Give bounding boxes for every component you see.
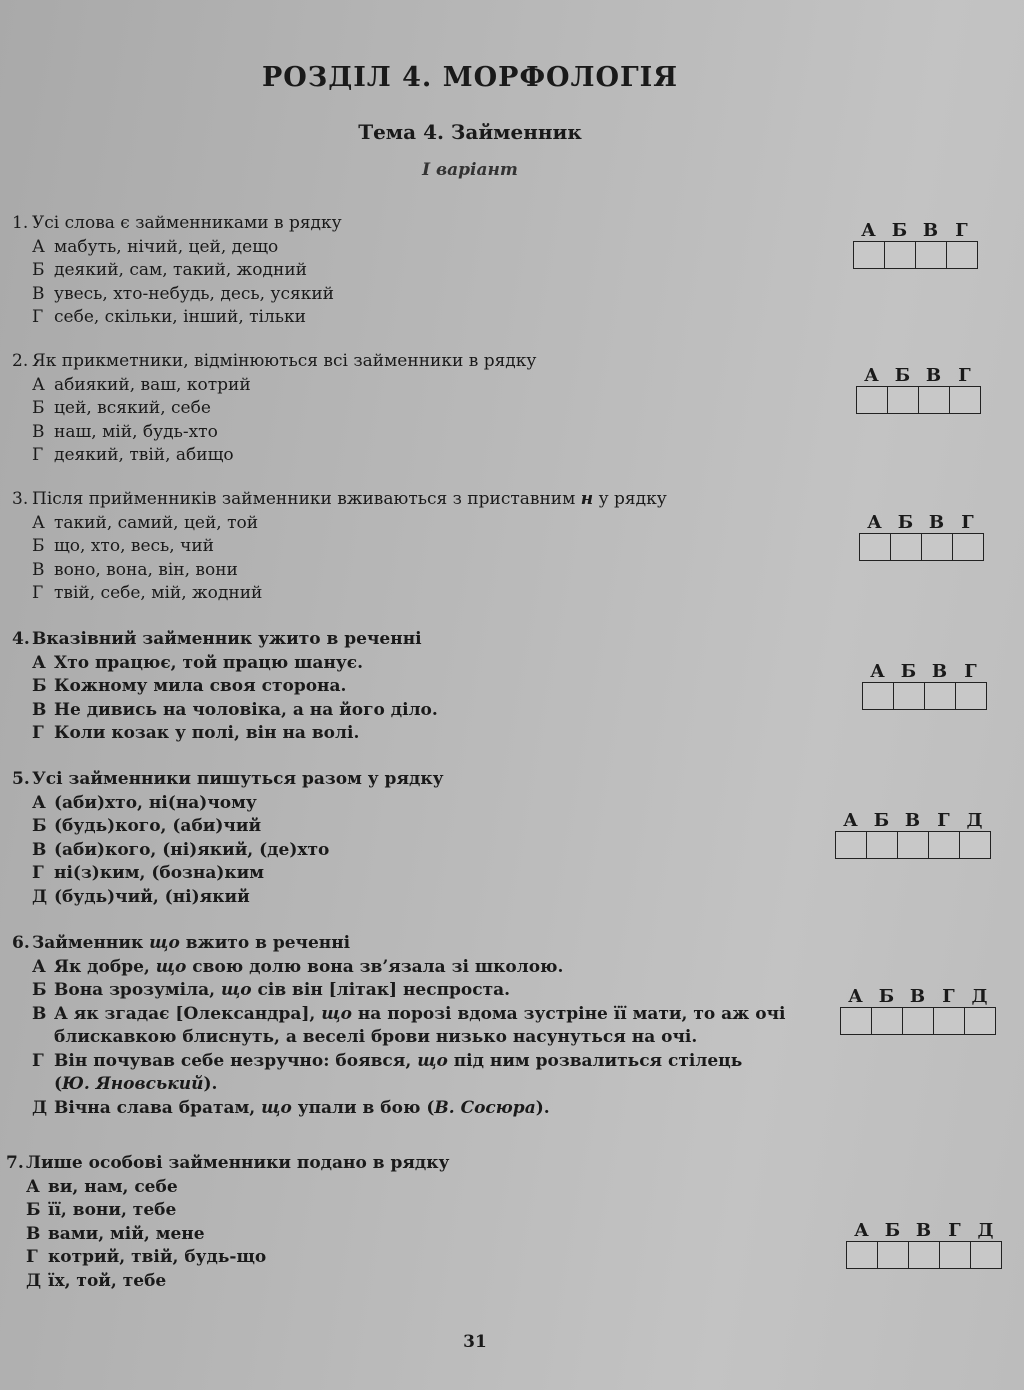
question-text: у рядку	[598, 489, 667, 509]
option-text: такий, самий, цей, той	[54, 512, 259, 533]
option-e	[6, 1270, 806, 1294]
option-letter: В	[32, 559, 45, 580]
question-5	[12, 768, 812, 909]
answer-box[interactable]	[894, 683, 925, 709]
answer-grid-2	[856, 365, 981, 414]
option-c-continuation: блискавкою блиснуть, а веселі брови низько насунуться на очі.	[54, 1027, 698, 1047]
option-pronoun: що	[321, 1003, 352, 1024]
paren: (	[54, 1074, 63, 1094]
option-pronoun: що	[155, 956, 187, 977]
option-b	[12, 397, 812, 421]
option-a	[12, 956, 812, 980]
answer-box[interactable]	[867, 832, 898, 858]
question-stem	[12, 628, 812, 652]
option-d	[12, 1050, 812, 1074]
option-text: мабуть, нічий, цей, дещо	[54, 236, 279, 257]
answer-box[interactable]	[878, 1242, 909, 1268]
option-letter: Г	[26, 1247, 38, 1267]
answer-box[interactable]	[847, 1242, 878, 1268]
answer-letter: Г	[937, 810, 950, 831]
answer-letter: В	[931, 661, 948, 682]
answer-box[interactable]	[947, 242, 977, 268]
option-c	[12, 839, 812, 863]
option-letter: В	[32, 1003, 47, 1024]
answer-letter: В	[915, 1220, 932, 1241]
answer-box[interactable]	[922, 534, 953, 560]
answer-letter: Г	[955, 220, 968, 241]
option-text: ні(з)ким, (бозна)ким	[54, 863, 265, 883]
answer-boxes	[853, 241, 978, 269]
answer-box[interactable]	[841, 1008, 872, 1034]
option-letter: Б	[32, 398, 45, 418]
option-e	[12, 1097, 812, 1121]
option-d	[12, 722, 812, 746]
option-text: твій, себе, мій, жодний	[54, 583, 263, 603]
answer-box[interactable]	[854, 242, 885, 268]
option-pronoun: що	[417, 1050, 448, 1071]
option-text: увесь, хто-небудь, десь, усякий	[54, 283, 334, 304]
option-text: Хто працює, той працю шанує.	[54, 652, 364, 673]
option-text: Вічна слава братам,	[54, 1097, 256, 1118]
option-text: ви, нам, себе	[48, 1176, 178, 1197]
question-stem	[12, 350, 812, 374]
answer-box[interactable]	[965, 1008, 995, 1034]
answer-letter: Б	[878, 986, 895, 1007]
option-text: (будь)кого, (аби)чий	[54, 816, 262, 836]
option-letter: Б	[32, 260, 45, 280]
option-letter: Г	[32, 863, 44, 883]
answer-box[interactable]	[872, 1008, 903, 1034]
option-pronoun: що	[220, 980, 252, 1000]
answer-letter: Б	[897, 512, 914, 533]
option-text: деякий, сам, такий, жодний	[54, 260, 307, 280]
option-letter: В	[32, 699, 47, 720]
option-a	[12, 374, 812, 398]
option-text: Він почував себе незручно: боявся,	[54, 1050, 412, 1071]
answer-box[interactable]	[934, 1008, 965, 1034]
option-text: на порозі вдома зустріне її мати, то аж очі	[357, 1003, 786, 1024]
option-letter: Г	[32, 723, 44, 743]
option-letter: В	[32, 283, 45, 304]
option-text: Не дивись на чоловіка, а на його діло.	[54, 699, 438, 720]
option-c	[12, 1003, 812, 1027]
answer-letters	[862, 661, 987, 682]
answer-box[interactable]	[898, 832, 929, 858]
question-stem	[12, 768, 812, 792]
option-letter: В	[26, 1223, 41, 1244]
answer-letter: Б	[900, 661, 917, 682]
option-b	[6, 1199, 806, 1223]
answer-boxes	[835, 831, 991, 859]
answer-grid-3	[859, 512, 984, 561]
option-letter: А	[32, 374, 45, 395]
option-c	[12, 283, 812, 307]
option-text: (будь)чий, (ні)який	[54, 886, 250, 907]
answer-box[interactable]	[863, 683, 894, 709]
answer-letter: Д	[977, 1220, 994, 1241]
option-b	[12, 979, 812, 1003]
answer-letter: Д	[971, 986, 988, 1007]
option-letter: Г	[32, 307, 44, 327]
answer-box[interactable]	[891, 534, 922, 560]
option-letter: Б	[32, 536, 45, 556]
question-text-italic: що	[149, 933, 180, 953]
answer-box[interactable]	[953, 534, 983, 560]
option-a	[12, 652, 812, 676]
author-name: Ю. Яновський	[62, 1074, 204, 1094]
question-stem	[6, 1152, 806, 1176]
answer-boxes	[856, 386, 981, 414]
question-7	[6, 1152, 806, 1293]
option-text: сів він [літак] неспроста.	[257, 980, 511, 1000]
answer-box[interactable]	[971, 1242, 1001, 1268]
option-d	[12, 306, 812, 330]
option-letter: Д	[26, 1270, 42, 1291]
option-text: цей, всякий, себе	[54, 398, 211, 418]
answer-letter: В	[922, 220, 939, 241]
answer-letters	[835, 810, 991, 831]
answer-grid-7	[846, 1220, 1002, 1269]
option-a	[12, 236, 812, 260]
option-letter: А	[32, 792, 46, 813]
answer-box[interactable]	[919, 387, 950, 413]
question-text: Вказівний займенник ужито в реченні	[32, 629, 422, 649]
answer-grid-6	[840, 986, 996, 1035]
question-4	[12, 628, 812, 746]
author-name: В. Сосюра	[434, 1097, 536, 1118]
option-letter: А	[26, 1176, 40, 1197]
option-text: що, хто, весь, чий	[54, 536, 214, 556]
answer-letter: А	[848, 986, 863, 1007]
answer-box[interactable]	[860, 534, 891, 560]
answer-letter: А	[843, 810, 858, 831]
answer-box[interactable]	[956, 683, 986, 709]
answer-letter: Д	[966, 810, 983, 831]
question-text: Займенник	[32, 933, 144, 953]
answer-boxes	[859, 533, 984, 561]
option-text: Як добре,	[54, 956, 150, 977]
option-c	[12, 421, 812, 445]
answer-boxes	[840, 1007, 996, 1035]
option-text: свою долю вона зв’язала зі школою.	[192, 956, 564, 977]
option-letter: Г	[32, 583, 44, 603]
question-number: 2.	[12, 351, 29, 371]
question-1	[12, 212, 812, 330]
paren: ).	[203, 1074, 218, 1094]
answer-letter: А	[861, 220, 876, 241]
question-number: 3.	[12, 489, 29, 509]
answer-letter: В	[909, 986, 926, 1007]
answer-letter: Г	[961, 512, 974, 533]
option-letter: Б	[26, 1200, 41, 1220]
option-letter: Г	[32, 1050, 44, 1071]
question-stem	[12, 212, 812, 236]
answer-letters	[846, 1220, 1002, 1241]
question-stem	[12, 488, 812, 512]
option-letter: В	[32, 839, 47, 860]
option-text: Кожному мила своя сторона.	[54, 676, 347, 696]
option-letter: Б	[32, 980, 47, 1000]
answer-letter: Г	[948, 1220, 961, 1241]
question-text: вжито в реченні	[185, 933, 351, 953]
answer-box[interactable]	[885, 242, 916, 268]
option-c	[6, 1223, 806, 1247]
answer-letter: А	[864, 365, 879, 386]
option-text: котрий, твій, будь-що	[48, 1247, 267, 1267]
question-6	[12, 932, 812, 1120]
option-text: воно, вона, він, вони	[54, 559, 238, 580]
answer-letter: Б	[884, 1220, 901, 1241]
answer-box[interactable]	[836, 832, 867, 858]
option-a	[12, 512, 812, 536]
question-text-italic: н	[580, 489, 594, 509]
question-text: Після прийменників займенники вживаються з приставним	[32, 489, 576, 509]
option-e	[12, 886, 812, 910]
answer-letter: Б	[891, 220, 908, 241]
option-d	[6, 1246, 806, 1270]
answer-letters	[840, 986, 996, 1007]
answer-letters	[859, 512, 984, 533]
paren: ).	[535, 1097, 550, 1118]
question-number: 1.	[12, 213, 29, 233]
option-text: А як згадає [Олександра],	[54, 1003, 316, 1024]
option-c	[12, 559, 812, 583]
answer-box[interactable]	[909, 1242, 940, 1268]
answer-letter: Г	[964, 661, 977, 682]
answer-letter: В	[928, 512, 945, 533]
question-3	[12, 488, 812, 606]
option-b	[12, 815, 812, 839]
question-number: 4.	[12, 629, 30, 649]
option-text: Вона зрозуміла,	[54, 980, 216, 1000]
answer-letters	[856, 365, 981, 386]
question-text: Усі займенники пишуться разом у рядку	[32, 769, 444, 789]
option-text: Коли козак у полі, він на волі.	[54, 723, 360, 743]
answer-grid-1	[853, 220, 978, 269]
question-2	[12, 350, 812, 468]
option-letter: А	[32, 956, 46, 977]
answer-box[interactable]	[888, 387, 919, 413]
answer-letter: А	[867, 512, 882, 533]
answer-grid-5	[835, 810, 991, 859]
answer-boxes	[846, 1241, 1002, 1269]
option-d	[12, 862, 812, 886]
option-d-continuation	[12, 1073, 812, 1097]
option-text: абиякий, ваш, котрий	[54, 374, 251, 395]
answer-box[interactable]	[929, 832, 960, 858]
option-text: себе, скільки, інший, тільки	[54, 307, 306, 327]
option-letter: Д	[32, 1097, 48, 1118]
answer-letter: А	[854, 1220, 869, 1241]
option-text: під ним розвалиться стілець	[453, 1050, 743, 1071]
option-b	[12, 675, 812, 699]
question-number: 6.	[12, 933, 30, 953]
answer-box[interactable]	[960, 832, 990, 858]
answer-letter: Г	[958, 365, 971, 386]
option-text: наш, мій, будь-хто	[54, 421, 218, 442]
answer-box[interactable]	[940, 1242, 971, 1268]
option-letter: Г	[32, 445, 44, 465]
question-text: Усі слова є займенниками в рядку	[32, 213, 342, 233]
answer-grid-4	[862, 661, 987, 710]
answer-letter: В	[904, 810, 921, 831]
option-text: деякий, твій, абищо	[54, 445, 234, 465]
chapter-title: РОЗДІЛ 4. МОРФОЛОГІЯ	[261, 62, 679, 93]
option-c	[12, 699, 812, 723]
question-number: 7.	[6, 1153, 24, 1173]
answer-box[interactable]	[857, 387, 888, 413]
option-b	[12, 259, 812, 283]
option-a	[6, 1176, 806, 1200]
option-letter: А	[32, 512, 45, 533]
option-d	[12, 444, 812, 468]
option-letter: А	[32, 236, 45, 257]
option-a	[12, 792, 812, 816]
option-letter: Б	[32, 816, 47, 836]
option-text: їх, той, тебе	[48, 1270, 167, 1291]
option-text: (аби)хто, ні(на)чому	[54, 792, 257, 813]
variant-label: I варіант	[422, 160, 518, 180]
answer-letter: Г	[942, 986, 955, 1007]
topic-title: Тема 4. Займенник	[358, 120, 582, 144]
answer-box[interactable]	[925, 683, 956, 709]
option-letter: В	[32, 421, 45, 442]
question-stem	[12, 932, 812, 956]
answer-letter: Б	[873, 810, 890, 831]
question-number: 5.	[12, 769, 30, 789]
question-text: Лише особові займенники подано в рядку	[26, 1153, 450, 1173]
answer-boxes	[862, 682, 987, 710]
option-pronoun: що	[261, 1097, 292, 1118]
option-text: вами, мій, мене	[48, 1223, 205, 1244]
option-text: її, вони, тебе	[48, 1200, 177, 1220]
question-text: Як прикметники, відмінюються всі займенники в рядку	[32, 351, 537, 371]
answer-letter: В	[925, 365, 942, 386]
option-d	[12, 582, 812, 606]
option-letter: А	[32, 652, 46, 673]
answer-letter: Б	[894, 365, 911, 386]
answer-box[interactable]	[903, 1008, 934, 1034]
option-b	[12, 535, 812, 559]
page-number: 31	[463, 1332, 487, 1352]
option-letter: Д	[32, 886, 48, 907]
answer-letters	[853, 220, 978, 241]
option-text: (аби)кого, (ні)який, (де)хто	[54, 839, 330, 860]
option-letter: Б	[32, 676, 47, 696]
answer-box[interactable]	[916, 242, 947, 268]
option-text: упали в бою (	[297, 1097, 435, 1118]
answer-box[interactable]	[950, 387, 980, 413]
answer-letter: А	[870, 661, 885, 682]
